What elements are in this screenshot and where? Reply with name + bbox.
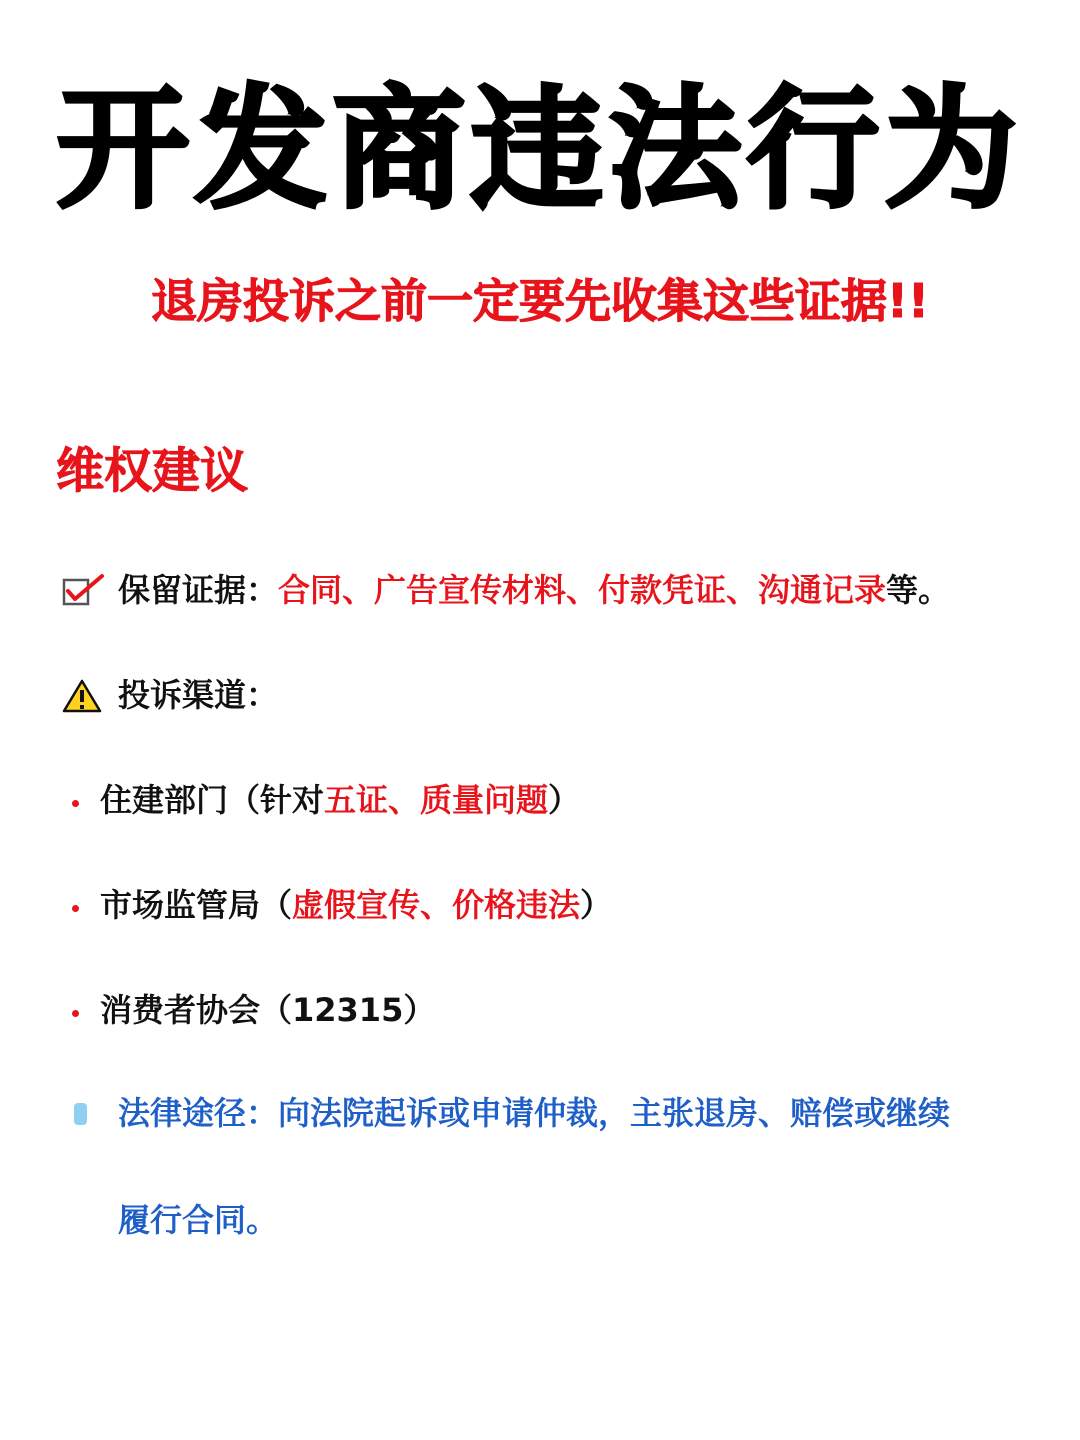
channel-highlight: 五证、质量问题 (324, 781, 549, 819)
bullet-dot-icon (72, 800, 79, 807)
blue-marker-icon (74, 1103, 87, 1125)
legal-line-1: 法律途径：向法院起诉或申请仲裁，主张退房、赔偿或继续 (118, 1094, 951, 1132)
page-title: 开发商违法行为 (57, 73, 1023, 227)
legal-line-2: 履行合同。 (118, 1201, 279, 1239)
page-subtitle: 退房投诉之前一定要先收集这些证据!! (151, 274, 929, 328)
evidence-label: 保留证据： (118, 571, 279, 609)
channel-suffix: ） (580, 886, 613, 924)
channel-suffix: ） (548, 781, 581, 819)
bullet-dot-icon (72, 1010, 79, 1017)
channel-prefix: 消费者协会（12315） (100, 991, 436, 1029)
evidence-suffix: 等。 (886, 571, 951, 609)
channel-prefix: 市场监管局（ (100, 886, 293, 924)
checkbox-check-icon (62, 573, 106, 607)
evidence-items: 合同、广告宣传材料、付款凭证、沟通记录 (278, 571, 887, 609)
channel-prefix: 住建部门（针对 (100, 781, 325, 819)
bullet-dot-icon (72, 905, 79, 912)
complaint-label: 投诉渠道： (118, 676, 279, 714)
section-heading: 维权建议 (56, 443, 249, 499)
warning-icon (62, 678, 102, 714)
channel-highlight: 虚假宣传、价格违法 (292, 886, 581, 924)
